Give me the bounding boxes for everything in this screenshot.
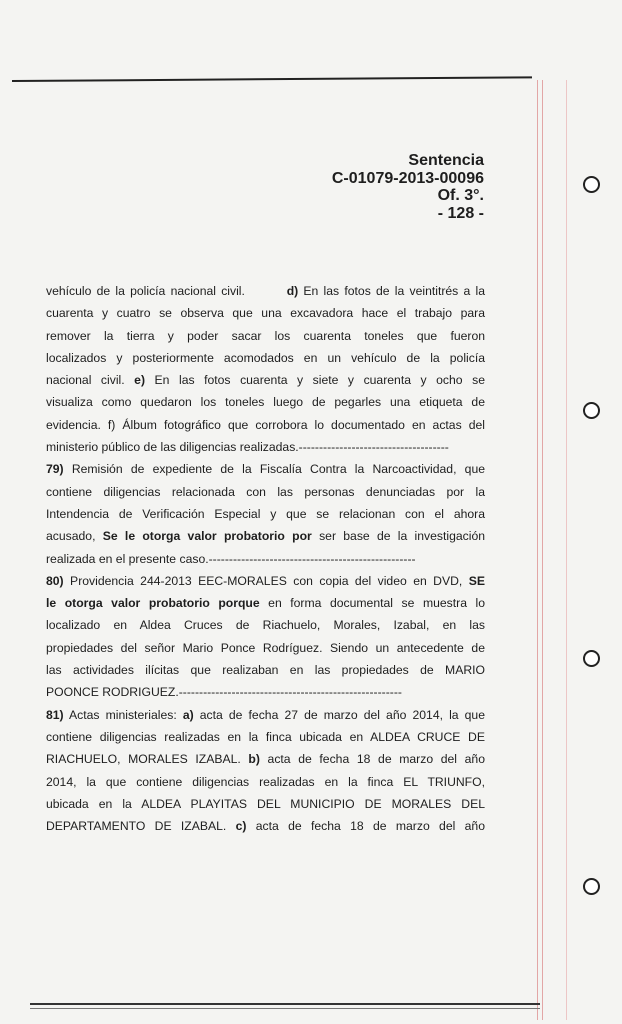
- text-line: localizados y posteriormente acomodados en un vehículo de la policía: [46, 350, 485, 365]
- text-line: remover la tierra y poder sacar los cuarenta toneles que fueron: [46, 328, 485, 343]
- text-line: ubicada en la ALDEA PLAYITAS DEL MUNICIPIO DE MORALES DEL: [46, 796, 485, 811]
- margin-line-3: [566, 80, 567, 1020]
- top-edge-line: [12, 76, 532, 82]
- office-number: Of. 3°.: [437, 187, 484, 204]
- binder-hole-icon: [583, 402, 600, 419]
- text-line: [46, 458, 485, 480]
- text-run: Actas ministeriales:: [63, 707, 183, 722]
- binder-hole-icon: [583, 878, 600, 895]
- bottom-rule-thin: [30, 1008, 540, 1009]
- item-letter: d): [286, 284, 299, 298]
- binder-hole-icon: [583, 650, 600, 667]
- binder-hole-icon: [583, 176, 600, 193]
- bottom-rule: [30, 1003, 540, 1005]
- text-line: contiene diligencias realizadas en la finca ubicada en ALDEA CRUCE DE: [46, 729, 485, 744]
- text-line: Intendencia de Verificación Especial y que se relacionan con el ahora: [46, 506, 485, 521]
- text-run: En las fotos cuarenta y siete y cuarenta y ocho se: [145, 373, 485, 388]
- text-line: [46, 748, 485, 770]
- text-line: evidencia. f) Álbum fotográfico que corrobora lo documentado en actas del: [46, 417, 485, 432]
- text-run: RIACHUELO, MORALES IZABAL.: [46, 752, 249, 767]
- text-line: contiene diligencias relacionada con las personas denunciadas por la: [46, 484, 485, 499]
- text-line: [46, 280, 485, 302]
- item-letter: e): [134, 373, 146, 388]
- text-line: [46, 570, 485, 592]
- document-header: [332, 152, 484, 222]
- case-number: C-01079-2013-00096: [331, 169, 484, 187]
- item-letter: a): [182, 707, 194, 722]
- bold-text: le otorga valor probatorio porque: [46, 596, 260, 611]
- text-run: Remisión de expediente de la Fiscalía Contra la Narcoactividad, que: [63, 462, 485, 477]
- text-run: DEPARTAMENTO DE IZABAL.: [46, 819, 236, 834]
- text-line: [46, 525, 485, 547]
- text-run: vehículo de la policía nacional civil.: [46, 284, 245, 298]
- item-number: 79): [46, 462, 64, 477]
- text-line: propiedades del señor Mario Ponce Rodríguez. Siendo un antecedente de: [46, 640, 485, 655]
- text-line: localizado en Aldea Cruces de Riachuelo, Morales, Izabal, en las: [46, 618, 485, 633]
- page-number: - 128 -: [437, 204, 484, 222]
- header-title: Sentencia: [408, 152, 484, 169]
- text-run: acta de fecha 18 de marzo del año: [246, 819, 485, 834]
- item-letter: c): [235, 819, 247, 834]
- text-run: Providencia 244-2013 EEC-MORALES con copia del video en DVD,: [63, 573, 469, 588]
- bold-text: Se le otorga valor probatorio por: [102, 529, 312, 544]
- text-line: POONCE RODRIGUEZ.-------------------------------------------------------: [46, 685, 402, 700]
- text-line: realizada en el presente caso.---------------------------------------------------: [46, 551, 416, 566]
- text-line: [46, 815, 485, 837]
- text-run: acusado,: [46, 529, 103, 544]
- document-body: [46, 280, 485, 837]
- margin-line-2: [542, 80, 543, 1020]
- margin-line-1: [537, 80, 538, 1020]
- text-line: [46, 592, 485, 614]
- item-number: 81): [46, 707, 64, 722]
- text-run: ser base de la investigación: [311, 529, 486, 544]
- text-run: En las fotos de la veintitrés a la: [298, 284, 485, 298]
- text-line: 2014, la que contiene diligencias realizadas en la finca EL TRIUNFO,: [46, 774, 485, 789]
- text-line: las actividades ilícitas que realizaban en las propiedades de MARIO: [46, 663, 485, 678]
- text-line: [46, 369, 485, 391]
- bold-text: SE: [468, 573, 485, 588]
- text-line: [46, 704, 485, 726]
- text-run: acta de fecha 18 de marzo del año: [259, 752, 485, 767]
- text-line: visualiza como quedaron los toneles luego de pegarles una etiqueta de: [46, 395, 485, 410]
- item-letter: b): [248, 752, 260, 767]
- text-line: ministerio público de las diligencias realizadas.-------------------------------------: [46, 440, 449, 455]
- text-run: nacional civil.: [46, 373, 135, 388]
- item-number: 80): [46, 573, 64, 588]
- text-run: acta de fecha 27 de marzo del año 2014, la que: [193, 707, 485, 722]
- text-run: en forma documental se muestra lo: [259, 596, 485, 611]
- text-line: cuarenta y cuatro se observa que una excavadora hace el trabajo para: [46, 306, 485, 321]
